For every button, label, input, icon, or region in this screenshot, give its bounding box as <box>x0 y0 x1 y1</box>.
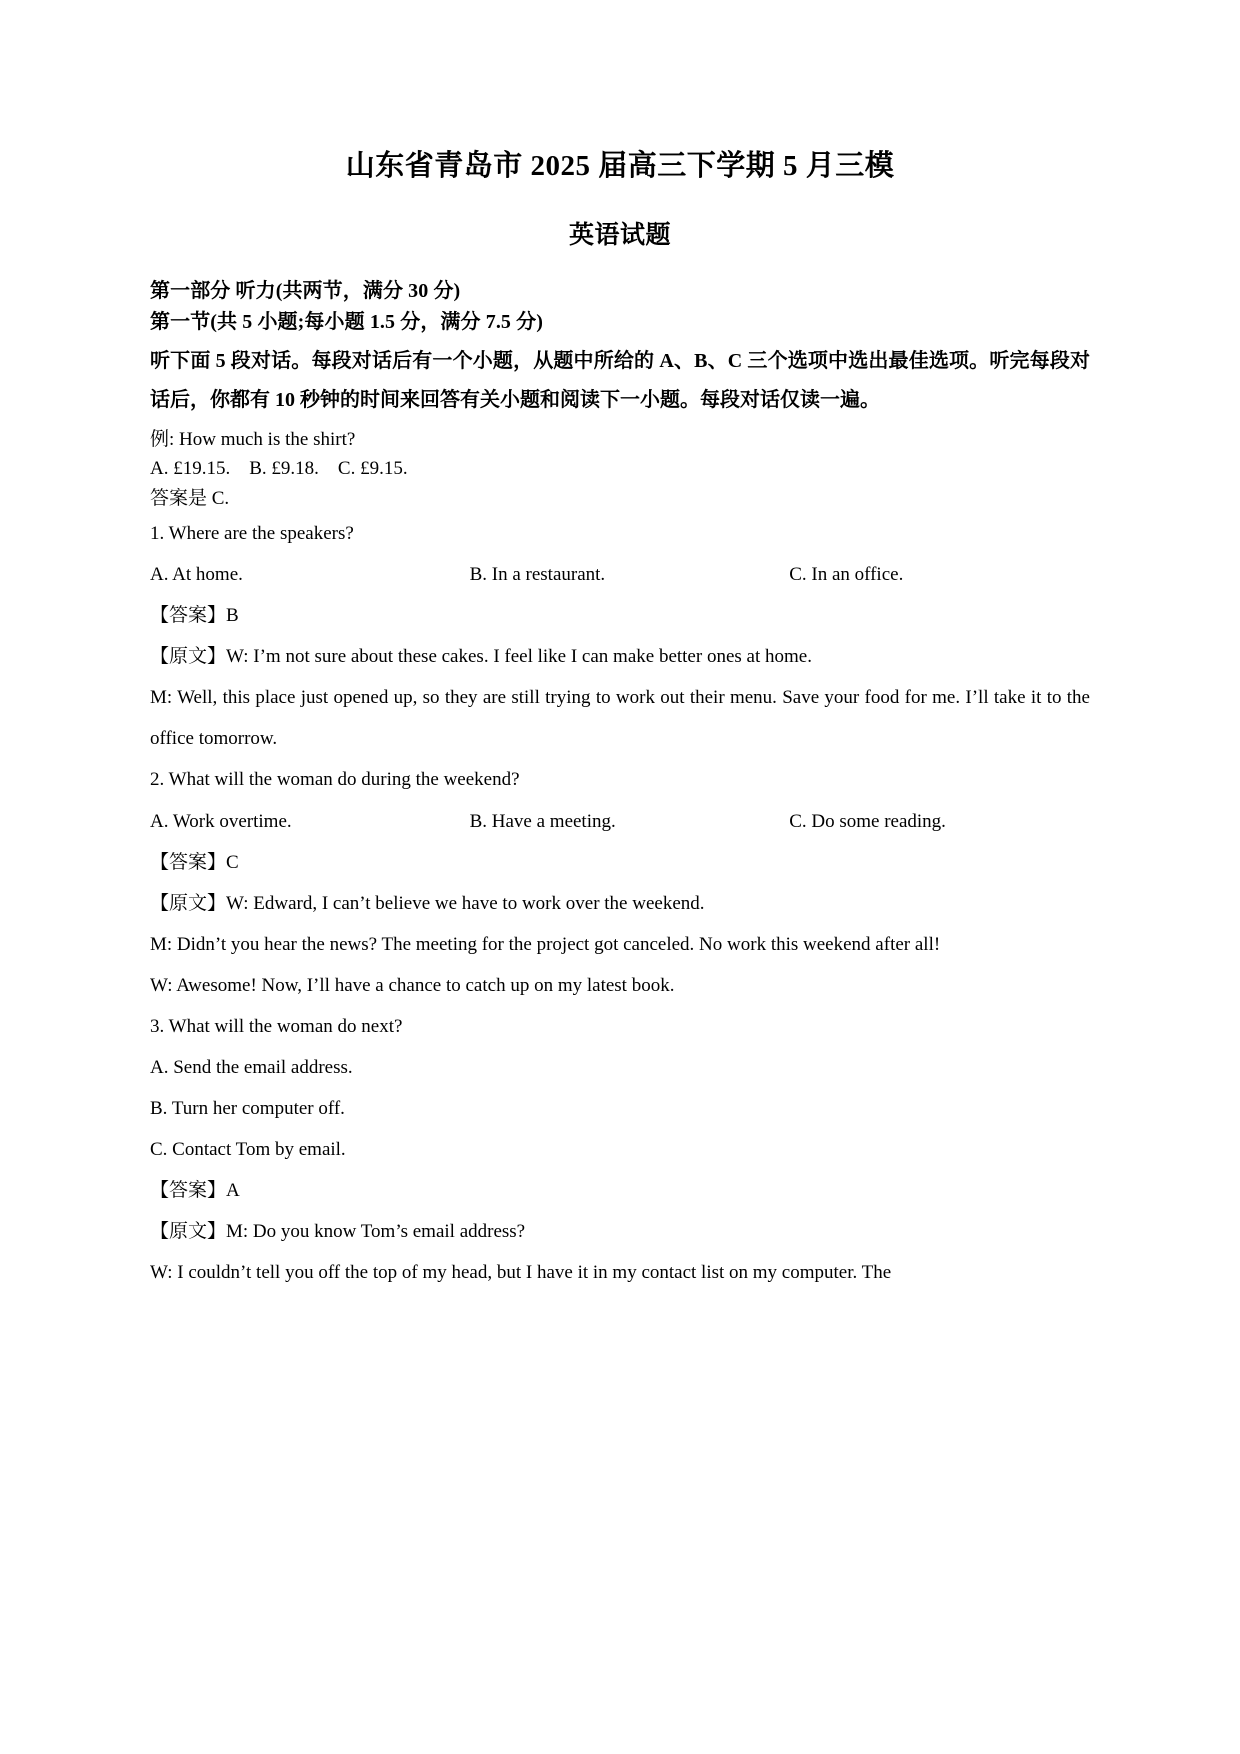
option-b[interactable]: B. Have a meeting. <box>469 810 616 832</box>
page-title: 山东省青岛市 2025 届高三下学期 5 月三模 <box>345 150 895 182</box>
option-a[interactable]: A. Work overtime. <box>150 810 292 832</box>
example-option-a: A. £19.15. <box>150 458 231 480</box>
option-a[interactable]: A. At home. <box>150 564 243 586</box>
question-options-row <box>150 801 1090 842</box>
listening-instructions: 听下面 5 段对话。每段对话后有一个小题，从题中所给的 A、B、C 三个选项中选出最佳选项。听完每段对话后，你都有 10 秒钟的时间来回答有关小题和阅读下一小题。每段对话仅读一遍。 <box>150 350 1090 411</box>
section-one-header: 第一节(共 5 小题;每小题 1.5 分，满分 7.5 分) <box>150 311 543 334</box>
option-c[interactable]: C. Contact Tom by email. <box>150 1138 346 1160</box>
answer-label: 【答案】B <box>150 605 239 627</box>
option-b[interactable]: B. Turn her computer off. <box>150 1097 345 1119</box>
example-option-c: C. £9.15. <box>337 458 408 480</box>
part-one-header: 第一部分 听力(共两节，满分 30 分) <box>150 280 461 303</box>
transcript-line: 【原文】M: Do you know Tom’s email address? <box>150 1220 526 1242</box>
transcript-line: 【原文】W: Edward, I can’t believe we have to work over the weekend. <box>150 892 705 914</box>
example-options <box>150 454 1090 483</box>
example-answer: 答案是 C. <box>150 487 230 509</box>
transcript-line: W: Awesome! Now, I’ll have a chance to catch up on my latest book. <box>150 974 675 996</box>
answer-label: 【答案】C <box>150 851 239 873</box>
answer-label: 【答案】A <box>150 1179 240 1201</box>
question-stem: 2. What will the woman do during the weekend? <box>150 769 520 791</box>
page-subtitle: 英语试题 <box>568 221 671 249</box>
example-option-b: B. £9.18. <box>249 458 319 480</box>
option-a[interactable]: A. Send the email address. <box>150 1056 353 1078</box>
transcript-line: 【原文】W: I’m not sure about these cakes. I feel like I can make better ones at home. <box>150 646 812 668</box>
option-b[interactable]: B. In a restaurant. <box>469 564 606 586</box>
transcript-line: M: Didn’t you hear the news? The meeting for the project got canceled. No work this weekend after all! <box>150 933 941 955</box>
question-stem: 1. Where are the speakers? <box>150 523 354 545</box>
option-c[interactable]: C. In an office. <box>789 564 904 586</box>
question-stem: 3. What will the woman do next? <box>150 1015 403 1037</box>
example-question: 例: How much is the shirt? <box>150 428 356 450</box>
transcript-line: M: Well, this place just opened up, so they are still trying to work out their menu. Save your food for me. I’ll take it to the office tomorrow. <box>150 687 1090 750</box>
transcript-line: W: I couldn’t tell you off the top of my head, but I have it in my contact list on my computer. The <box>150 1261 892 1283</box>
question-options-row <box>150 554 1090 595</box>
option-c[interactable]: C. Do some reading. <box>789 810 946 832</box>
